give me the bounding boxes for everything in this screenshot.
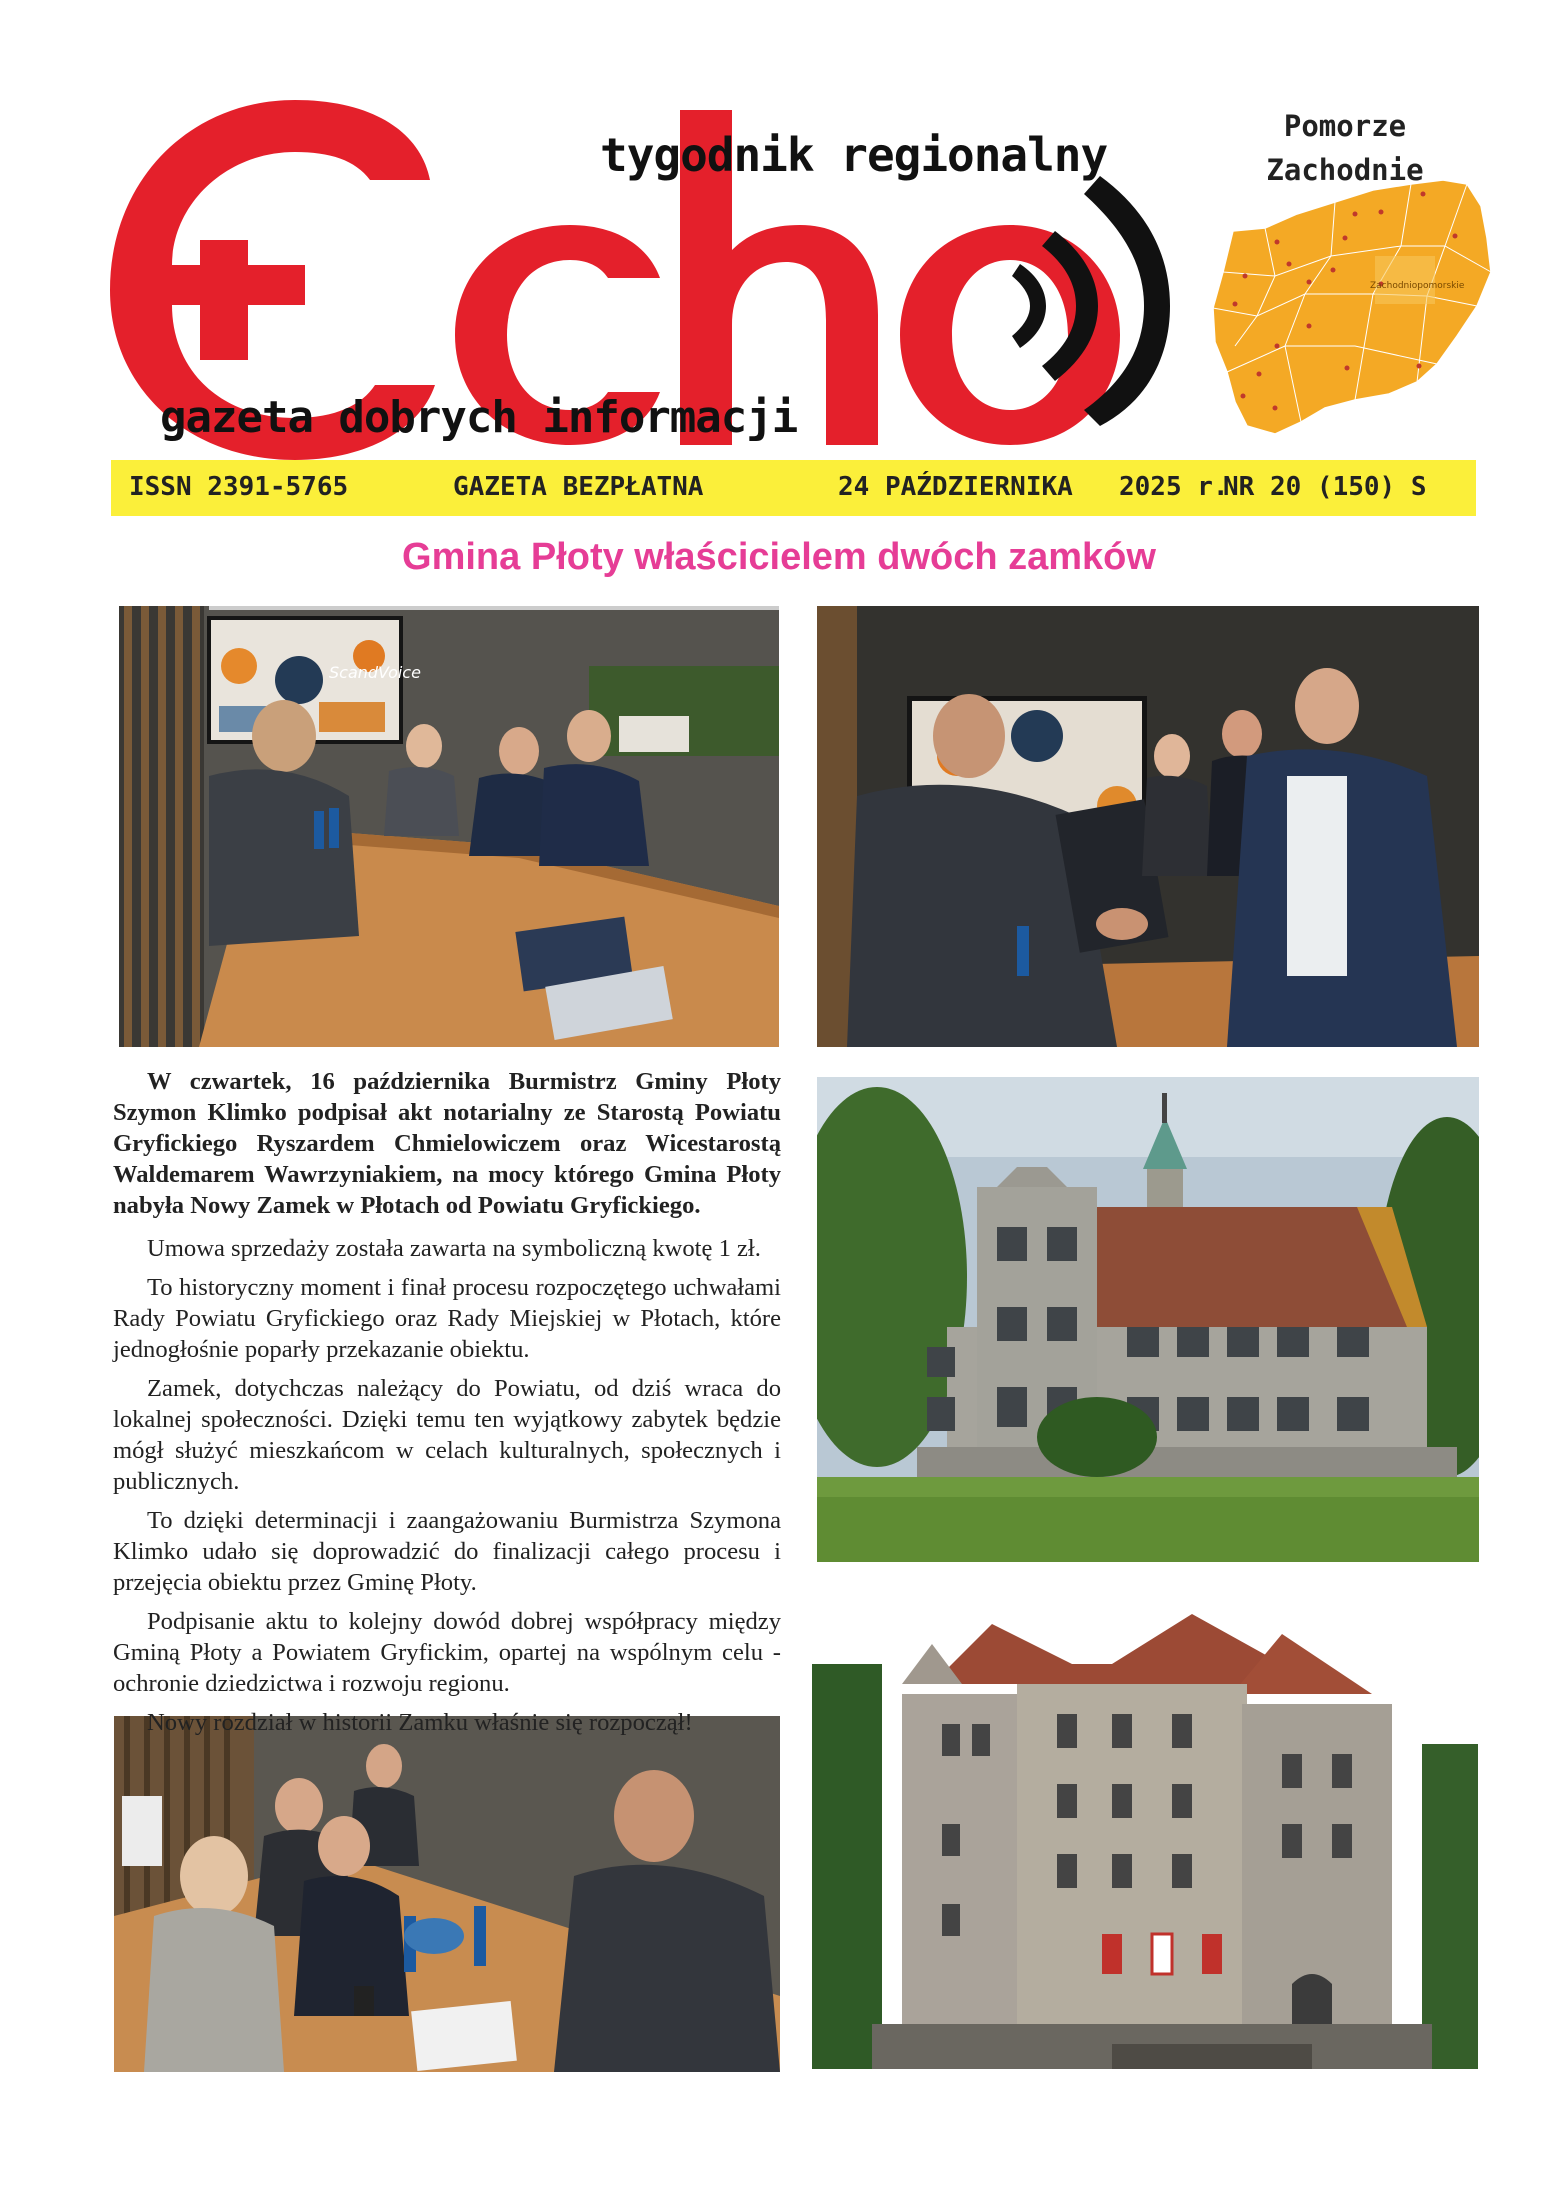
new-castle-photo xyxy=(817,1077,1479,1562)
tagline-bottom: gazeta dobrych informacji xyxy=(160,392,798,443)
article-paragraph: Umowa sprzedaży została zawarta na symboliczną kwotę 1 zł. xyxy=(147,1235,761,1262)
meeting-table-photo xyxy=(114,1716,780,2072)
issue-number: NR 20 (150) S xyxy=(1223,472,1427,502)
map-shape xyxy=(1213,180,1491,434)
region-map xyxy=(1205,176,1493,438)
region-title-line2: Zachodnie xyxy=(1266,153,1424,187)
article-body xyxy=(113,1066,781,1746)
article-paragraph: To dzięki determinacji i zaangażowaniu Burmistrza Szymona Klimko udało się doprowadzić do finalizacji całego procesu i przejęcia obiektu przez Gminę Płoty. xyxy=(113,1507,781,1596)
screen-text: ScandVoice xyxy=(329,663,421,682)
article-paragraph: Podpisanie aktu to kolejny dowód dobrej współpracy między Gminą Płoty a Powiatem Gryfickim, opartej na wspólnym celu - ochronie dziedzictwa i rozwoju regionu. xyxy=(113,1608,781,1697)
handshake-photo xyxy=(817,606,1479,1047)
map-label: Zachodniopomorskie xyxy=(1370,281,1465,291)
free-paper-label: GAZETA BEZPŁATNA xyxy=(453,472,704,502)
region-title-line1: Pomorze xyxy=(1283,109,1407,143)
sound-waves-icon xyxy=(1010,176,1190,426)
article-paragraph: Nowy rozdział w historii Zamku właśnie się rozpoczął! xyxy=(147,1709,693,1736)
issue-year: 2025 r. xyxy=(1119,472,1229,502)
info-bar xyxy=(111,460,1476,516)
issue-date: 24 PAŹDZIERNIKA xyxy=(838,472,1073,502)
old-castle-photo xyxy=(812,1604,1478,2069)
article-paragraph: To historyczny moment i finał procesu rozpoczętego uchwałami Rady Powiatu Gryfickiego oraz Rady Miejskiej w Płotach, które jednogłośnie poparły przekazanie obiektu. xyxy=(113,1274,781,1363)
article-lead: W czwartek, 16 października Burmistrz Gminy Płoty Szymon Klimko podpisał akt notarialny ze Starostą Powiatu Gryfickiego Ryszardem Chmielowiczem oraz Wicestarostą Waldemarem Wawrzyniakiem, na mocy którego Gmina Płoty nabyła Nowy Zamek w Płotach od Powiatu Gryfickiego. xyxy=(113,1068,781,1219)
article-paragraph: Zamek, dotychczas należący do Powiatu, od dziś wraca do lokalnej społeczności. Dzięki temu ten wyjątkowy zabytek będzie mógł służyć mieszkańcom w celach kulturalnych, społecznych i publicznych. xyxy=(113,1375,781,1495)
tagline-top: tygodnik regionalny xyxy=(600,128,1108,182)
headline: Gmina Płoty właścicielem dwóch zamków xyxy=(402,536,1156,578)
issn-label: ISSN 2391-5765 xyxy=(129,472,349,502)
meeting-signing-photo xyxy=(119,606,779,1047)
